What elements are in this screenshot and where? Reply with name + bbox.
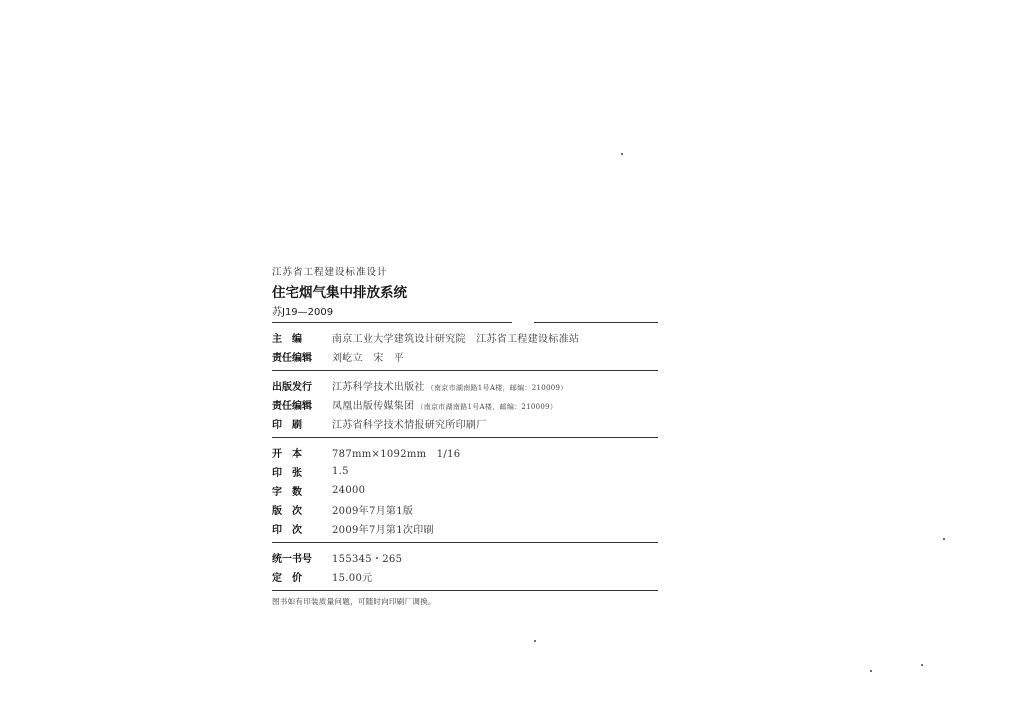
row-value: 刘屹立 宋 平: [332, 353, 405, 364]
row-label: 责任编辑: [272, 401, 312, 412]
row-value: 江苏科学技术出版社 （南京市湖南路1号A楼，邮编：210009）: [332, 382, 568, 393]
spec-row: [272, 481, 662, 500]
publication-row: [272, 395, 662, 414]
series-name: 江苏省工程建设标准设计: [272, 267, 388, 278]
row-value: 155345・265: [332, 554, 403, 565]
scan-speck: [921, 664, 923, 666]
row-value: 15.00元: [332, 573, 373, 584]
spec-row: [272, 519, 662, 538]
row-label: 定 价: [272, 573, 302, 584]
specs-block: [272, 438, 662, 542]
scan-speck: [870, 670, 872, 672]
divider-split: [272, 322, 658, 323]
footnote: 图书如有印装质量问题，可随时向印刷厂调换。: [272, 597, 436, 606]
row-label: 印 次: [272, 525, 302, 536]
book-title: 住宅烟气集中排放系统: [272, 285, 407, 301]
scan-speck: [534, 640, 536, 642]
row-label: 责任编辑: [272, 353, 312, 364]
row-label: 印 张: [272, 468, 302, 479]
book-code: 苏J19—2009: [272, 307, 334, 318]
row-value: 凤凰出版传媒集团 （南京市湖南路1号A楼，邮编：210009）: [332, 401, 558, 412]
pricing-row: [272, 567, 662, 586]
row-value: 1.5: [332, 466, 349, 477]
row-label: 开 本: [272, 449, 302, 460]
spec-row: [272, 500, 662, 519]
editors-block: [272, 323, 662, 370]
row-value: 2009年7月第1版: [332, 506, 414, 517]
address-note: （南京市湖南路1号A楼，邮编：210009）: [416, 403, 558, 411]
scan-speck: [621, 153, 623, 155]
row-value: 2009年7月第1次印刷: [332, 525, 434, 536]
row-label: 印 刷: [272, 420, 302, 431]
row-label: 出版发行: [272, 382, 312, 393]
address-note: （南京市湖南路1号A楼，邮编：210009）: [426, 384, 568, 392]
editor-row-responsible: [272, 347, 662, 366]
row-label: 主 编: [272, 334, 302, 345]
publication-row: [272, 376, 662, 395]
spec-row: [272, 443, 662, 462]
row-value: 787mm×1092mm 1/16: [332, 449, 461, 460]
row-value: 南京工业大学建筑设计研究院 江苏省工程建设标准站: [332, 334, 580, 345]
publication-row: [272, 414, 662, 433]
row-label: 版 次: [272, 506, 302, 517]
pricing-row: [272, 548, 662, 567]
row-value: 江苏省科学技术情报研究所印刷厂: [332, 420, 487, 431]
scan-speck: [943, 538, 945, 540]
colophon: [272, 266, 662, 607]
editor-row-chief: [272, 328, 662, 347]
spec-row: [272, 462, 662, 481]
divider: [272, 590, 658, 591]
pricing-block: [272, 543, 662, 590]
row-label: 字 数: [272, 487, 302, 498]
row-label: 统一书号: [272, 554, 312, 565]
row-value: 24000: [332, 485, 366, 496]
publication-block: [272, 371, 662, 437]
